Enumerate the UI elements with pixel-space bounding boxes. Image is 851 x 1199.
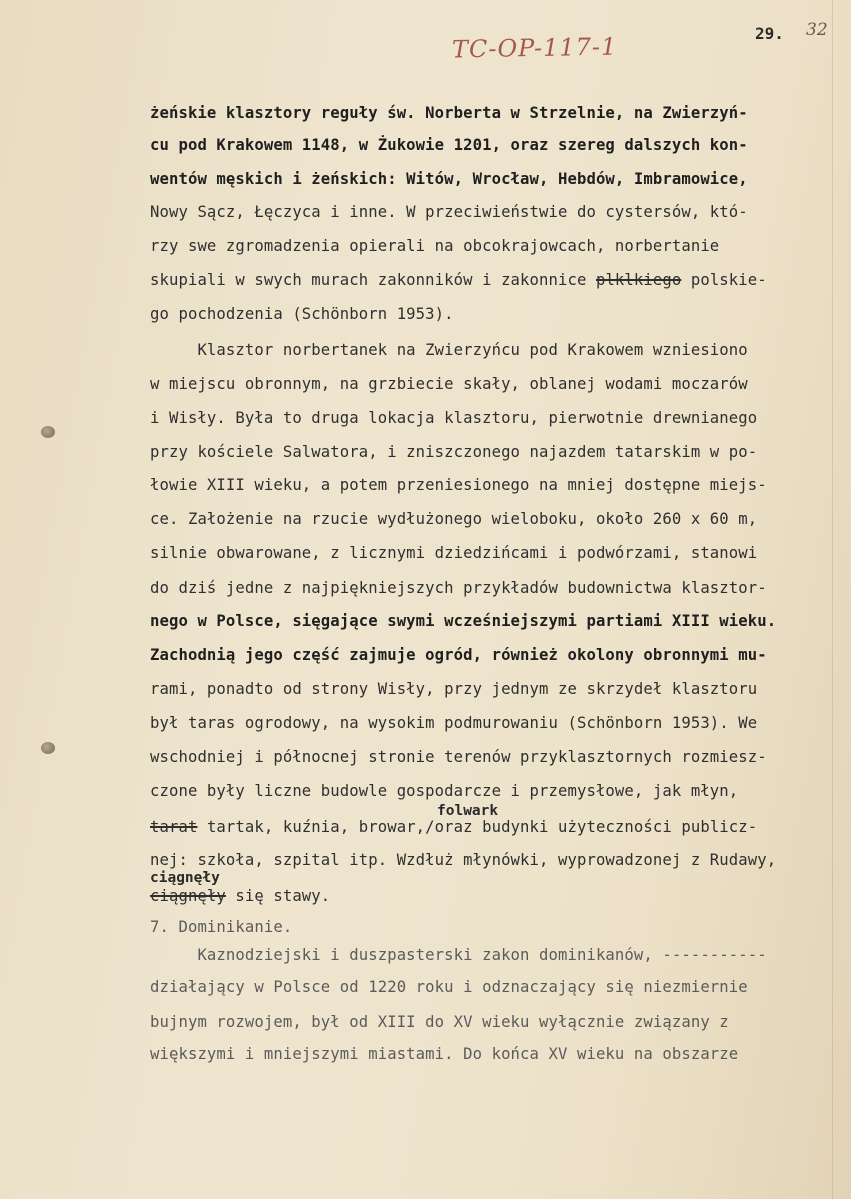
text-segment: tartak, kuźnia, browar,/oraz budynki użyteczności publicz- (197, 818, 758, 836)
text-line: cu pod Krakowem 1148, w Żukowie 1201, oraz szereg dalszych kon- (150, 136, 748, 154)
text-line: łowie XIII wieku, a potem przeniesionego na mniej dostępne miejs- (150, 476, 767, 494)
text-line (150, 887, 330, 905)
text-line: nej: szkoła, szpital itp. Wzdłuż młynówki, wyprowadzonej z Rudawy, (150, 851, 777, 869)
text-line: go pochodzenia (Schönborn 1953). (150, 305, 454, 323)
struck-word: tarat (150, 818, 198, 836)
text-line: rami, ponadto od strony Wisły, przy jednym ze skrzydeł klasztoru (150, 680, 758, 698)
text-line: rzy swe zgromadzenia opierali na obcokrajowcach, norbertanie (150, 237, 720, 255)
page-fold (832, 0, 833, 1199)
handwritten-page-number: 32 (806, 20, 828, 40)
text-line: do dziś jedne z najpiękniejszych przykładów budownictwa klasztor- (150, 579, 767, 597)
text-line: Kaznodziejski i duszpasterski zakon dominikanów, ----------- (150, 946, 767, 964)
struck-word: ciągnęły (150, 887, 226, 905)
text-line: Zachodnią jego część zajmuje ogród, również okolony obronnymi mu- (150, 646, 767, 664)
archive-signature: TC-OP-117-1 (451, 32, 618, 64)
text-segment: się stawy. (225, 887, 331, 905)
text-line: był taras ogrodowy, na wysokim podmurowaniu (Schönborn 1953). We (150, 714, 758, 732)
interlinear-insertion: ciągnęły (150, 870, 220, 886)
text-line: silnie obwarowane, z licznymi dziedzińcami i podwórzami, stanowi (150, 544, 758, 562)
punch-hole (41, 426, 55, 438)
text-line: wschodniej i północnej stronie terenów przyklasztornych rozmiesz- (150, 748, 767, 766)
text-line (150, 271, 767, 289)
text-segment: skupiali w swych murach zakonników i zakonnice (150, 271, 596, 289)
page-number: 29. (755, 24, 784, 43)
text-line: bujnym rozwojem, był od XIII do XV wieku wyłącznie związany z (150, 1013, 729, 1031)
interlinear-insertion: folwark (437, 803, 499, 819)
text-line: i Wisły. Była to druga lokacja klasztoru, pierwotnie drewnianego (150, 409, 758, 427)
struck-word: plklkiego (595, 271, 682, 289)
text-line (150, 818, 757, 836)
text-line: czone były liczne budowle gospodarcze i przemysłowe, jak młyn, (150, 782, 739, 800)
text-line: ce. Założenie na rzucie wydłużonego wieloboku, około 260 x 60 m, (150, 510, 758, 528)
text-segment: polskie- (681, 271, 767, 289)
text-line: większymi i mniejszymi miastami. Do końca XV wieku na obszarze (150, 1045, 739, 1063)
text-line: Klasztor norbertanek na Zwierzyńcu pod Krakowem wzniesiono (150, 341, 748, 359)
text-line: nego w Polsce, sięgające swymi wcześniejszymi partiami XIII wieku. (150, 612, 777, 630)
text-line: działający w Polsce od 1220 roku i odznaczający się niezmiernie (150, 978, 748, 996)
section-heading: 7. Dominikanie. (150, 918, 293, 936)
text-line: przy kościele Salwatora, i zniszczonego najazdem tatarskim w po- (150, 443, 758, 461)
text-line: żeńskie klasztory reguły św. Norberta w Strzelnie, na Zwierzyń- (150, 104, 748, 122)
text-line: w miejscu obronnym, na grzbiecie skały, oblanej wodami moczarów (150, 375, 748, 393)
punch-hole (41, 742, 55, 754)
text-line: wentów męskich i żeńskich: Witów, Wrocław, Hebdów, Imbramowice, (150, 170, 748, 188)
text-line: Nowy Sącz, Łęczyca i inne. W przeciwieństwie do cystersów, któ- (150, 203, 748, 221)
